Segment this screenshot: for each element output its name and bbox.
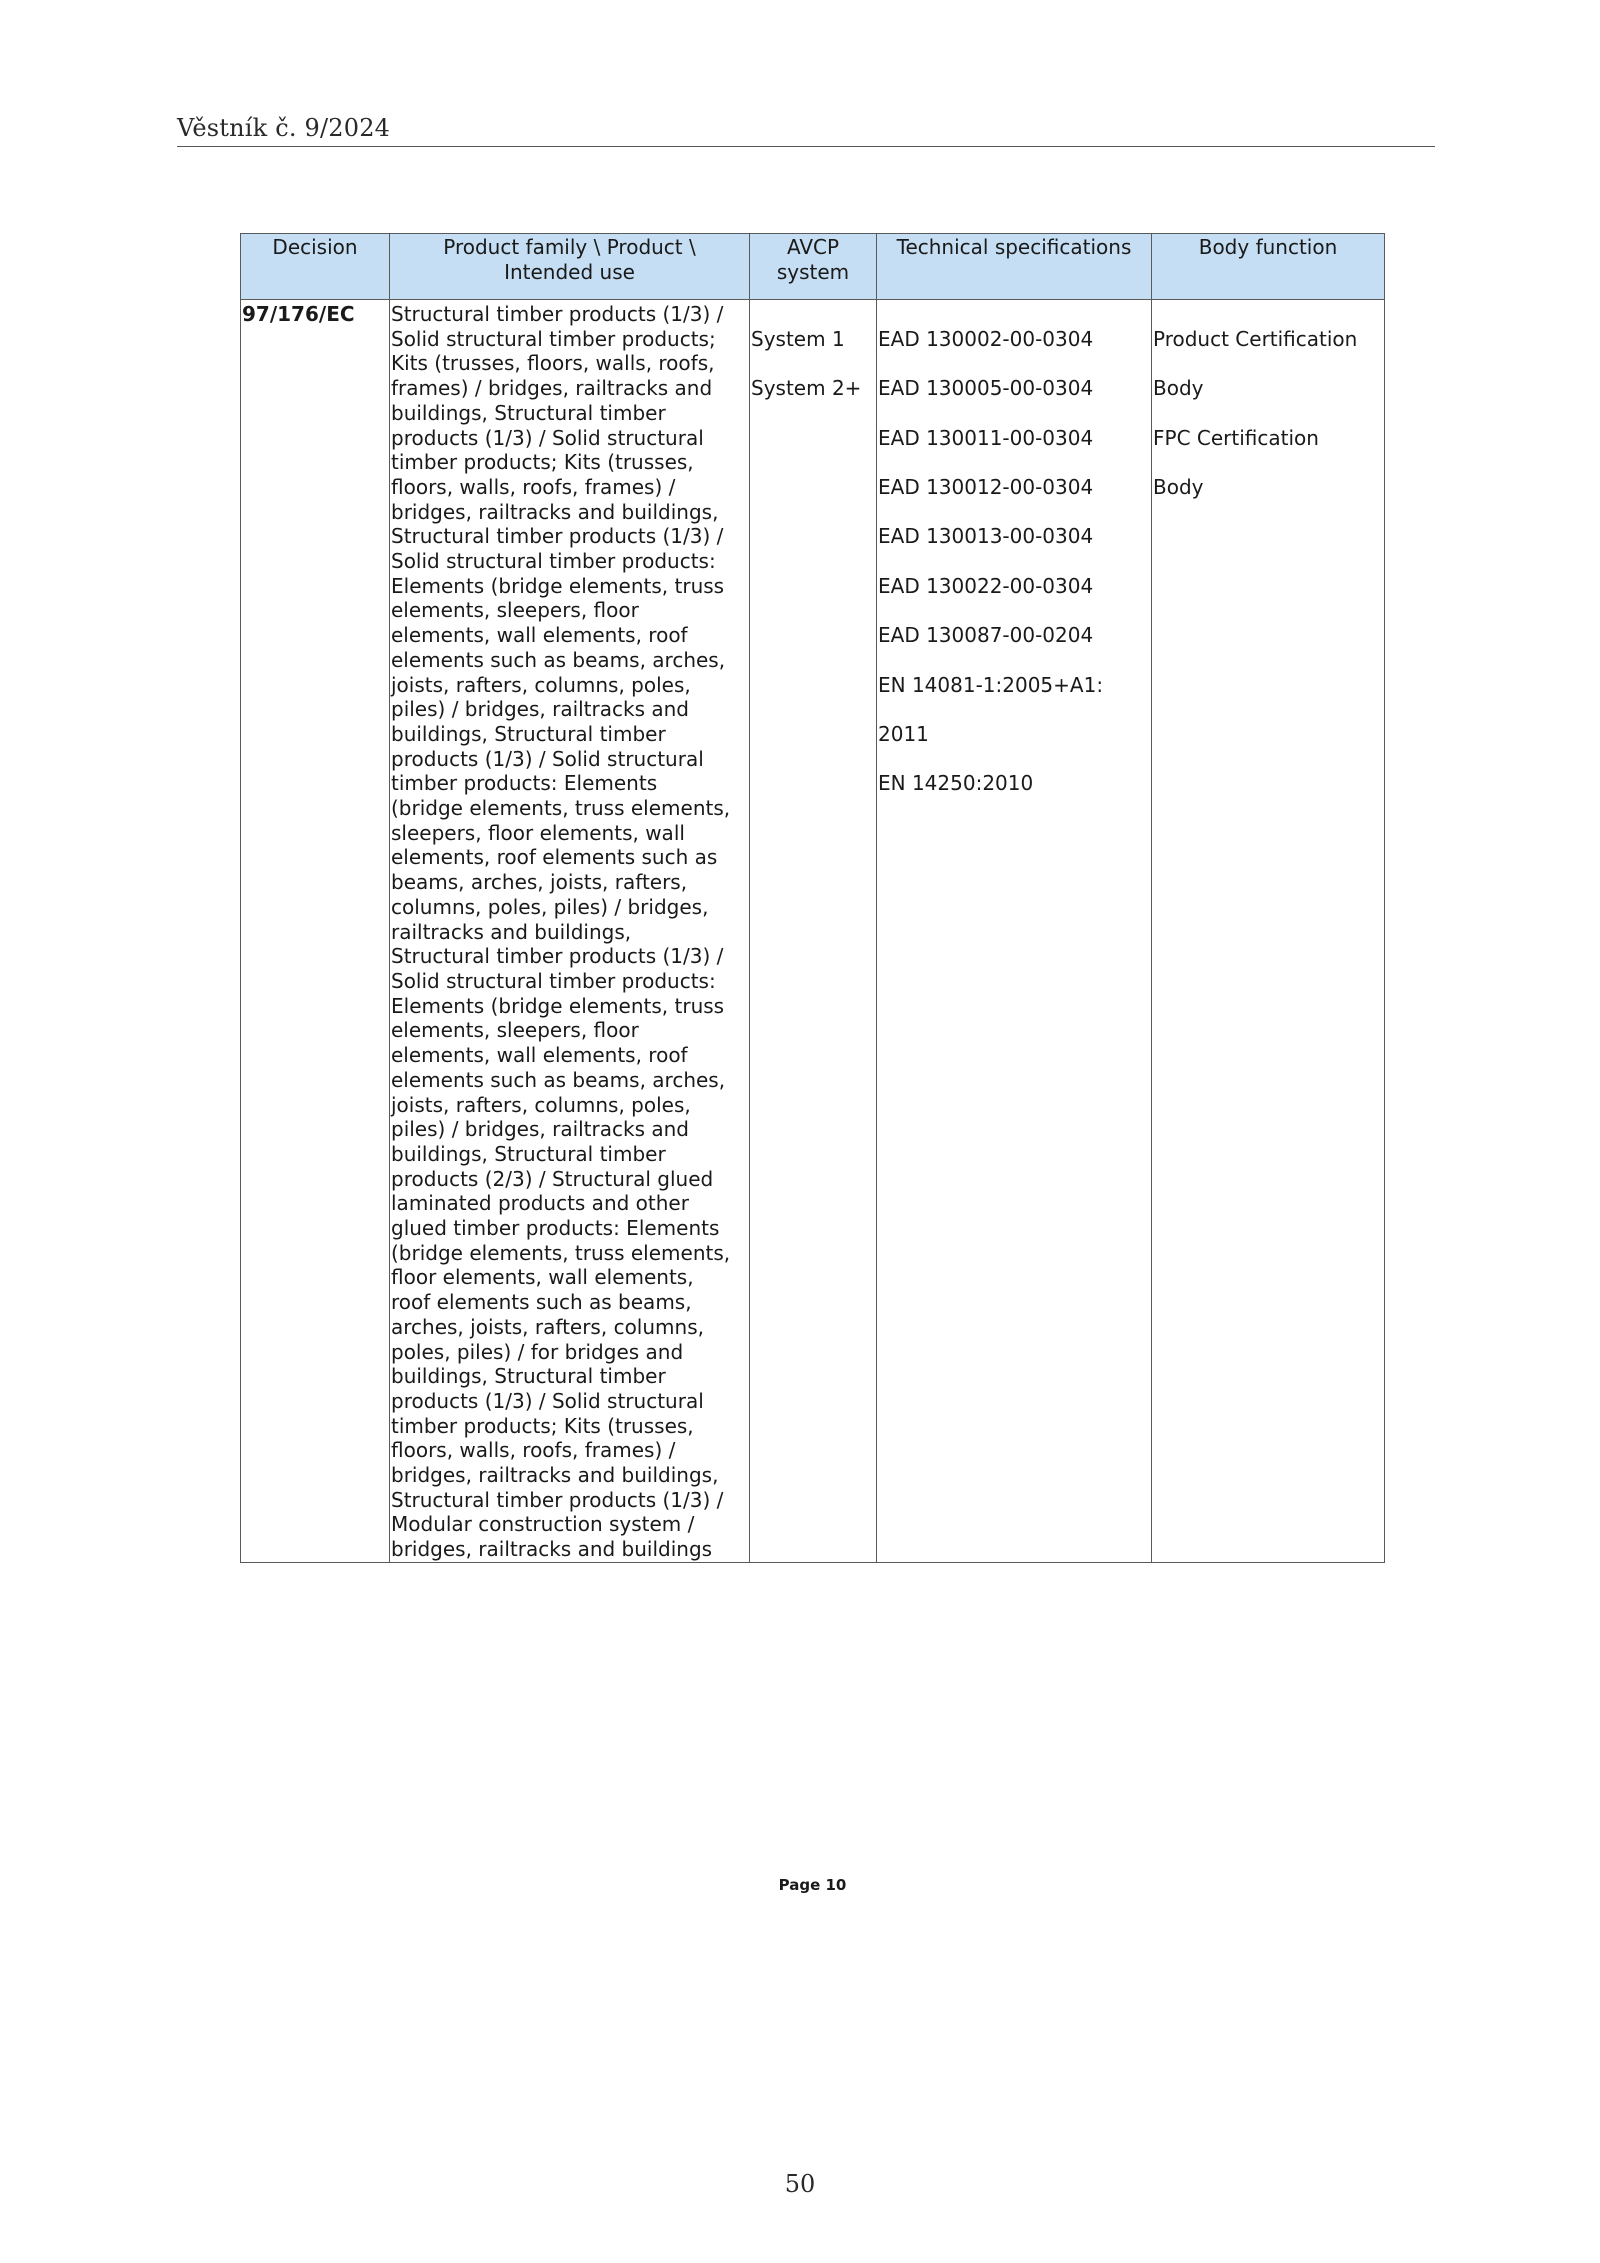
header-avcp-line2: system bbox=[776, 259, 850, 284]
product-family-cell bbox=[390, 300, 750, 1563]
tech-spec-item: EN 14081-1:2005+A1: bbox=[878, 672, 1104, 697]
header-body-function bbox=[1152, 234, 1385, 300]
body-function-cell bbox=[1152, 300, 1385, 1563]
tech-spec-item: EAD 130011-00-0304 bbox=[878, 425, 1094, 450]
decisions-table bbox=[240, 233, 1385, 1563]
product-family-text: Structural timber products (1/3) / Solid structural timber products; Kits (trusses, floors, walls, roofs, frames) / bridges, railtracks and buildings, Structural timber products (1/3) / Solid structural timber products; Kits (trusses, floors, walls, roofs, frames) / bridges, railtracks and buildings, Structural timber products (1/3) / Solid structural timber products: Elements (bridge elements, truss elements, sleepers, floor elements, wall elements, roof elements such as beams, arches, joists, rafters, columns, poles, piles) / bridges, railtracks and buildings, Structural timber products (1/3) / Solid structural timber products: Elements (bridge elements, truss elements, sleepers, floor elements, wall elements, roof elements such as beams, arches, joists, rafters, columns, poles, piles) / bridges, railtracks and buildings, Structural timber products (1/3) / Solid structural timber products: Elements (bridge elements, truss elements, sleepers, floor elements, wall elements, roof elements such as beams, arches, joists, rafters, columns, poles, piles) / bridges, railtracks and buildings, Structural timber products (2/3) / Structural glued laminated products and other glued timber products: Elements (bridge elements, truss elements, floor elements, wall elements, roof elements such as beams, arches, joists, rafters, columns, poles, piles) / for bridges and buildings, Structural timber products (1/3) / Solid structural timber products; Kits (trusses, floors, walls, roofs, frames) / bridges, railtracks and buildings, Structural timber products (1/3) / Modular construction system / bridges, railtracks and buildings bbox=[391, 302, 731, 1562]
header-product-family bbox=[390, 234, 750, 300]
running-header bbox=[177, 112, 1435, 147]
body-function-item: Body bbox=[1153, 376, 1204, 401]
tech-spec-item: EN 14250:2010 bbox=[878, 771, 1034, 796]
header-decision bbox=[241, 234, 390, 300]
header-product-family-line2: Intended use bbox=[504, 259, 635, 284]
header-technical-specifications-label: Technical specifications bbox=[896, 235, 1132, 259]
avcp-system-item: System 1 bbox=[751, 326, 845, 351]
avcp-cell bbox=[750, 300, 877, 1563]
header-technical-specifications bbox=[877, 234, 1152, 300]
header-avcp-line1: AVCP bbox=[786, 235, 840, 259]
body-function-item: FPC Certification bbox=[1153, 425, 1319, 450]
avcp-system-item: System 2+ bbox=[751, 376, 862, 401]
header-body-function-label: Body function bbox=[1198, 235, 1338, 259]
header-product-family-line1: Product family \ Product \ bbox=[443, 235, 696, 259]
technical-specifications-cell bbox=[877, 300, 1152, 1563]
journal-title: Věstník č. 9/2024 bbox=[177, 114, 391, 142]
table-header-row bbox=[241, 234, 1385, 300]
tech-spec-item: EAD 130002-00-0304 bbox=[878, 326, 1094, 351]
header-avcp bbox=[750, 234, 877, 300]
tech-spec-item: EAD 130087-00-0204 bbox=[878, 623, 1094, 648]
table-row bbox=[241, 300, 1385, 1563]
body-function-item: Product Certification bbox=[1153, 326, 1358, 351]
body-function-item: Body bbox=[1153, 474, 1204, 499]
inner-page-label: Page 10 bbox=[778, 1876, 847, 1894]
page-number: 50 bbox=[784, 2170, 816, 2198]
tech-spec-item: EAD 130005-00-0304 bbox=[878, 376, 1094, 401]
decision-code: 97/176/EC bbox=[242, 302, 355, 326]
tech-spec-item: 2011 bbox=[878, 721, 929, 746]
header-decision-label: Decision bbox=[272, 235, 358, 259]
decision-cell bbox=[241, 300, 390, 1563]
tech-spec-item: EAD 130012-00-0304 bbox=[878, 474, 1094, 499]
tech-spec-item: EAD 130022-00-0304 bbox=[878, 573, 1094, 598]
tech-spec-item: EAD 130013-00-0304 bbox=[878, 524, 1094, 549]
